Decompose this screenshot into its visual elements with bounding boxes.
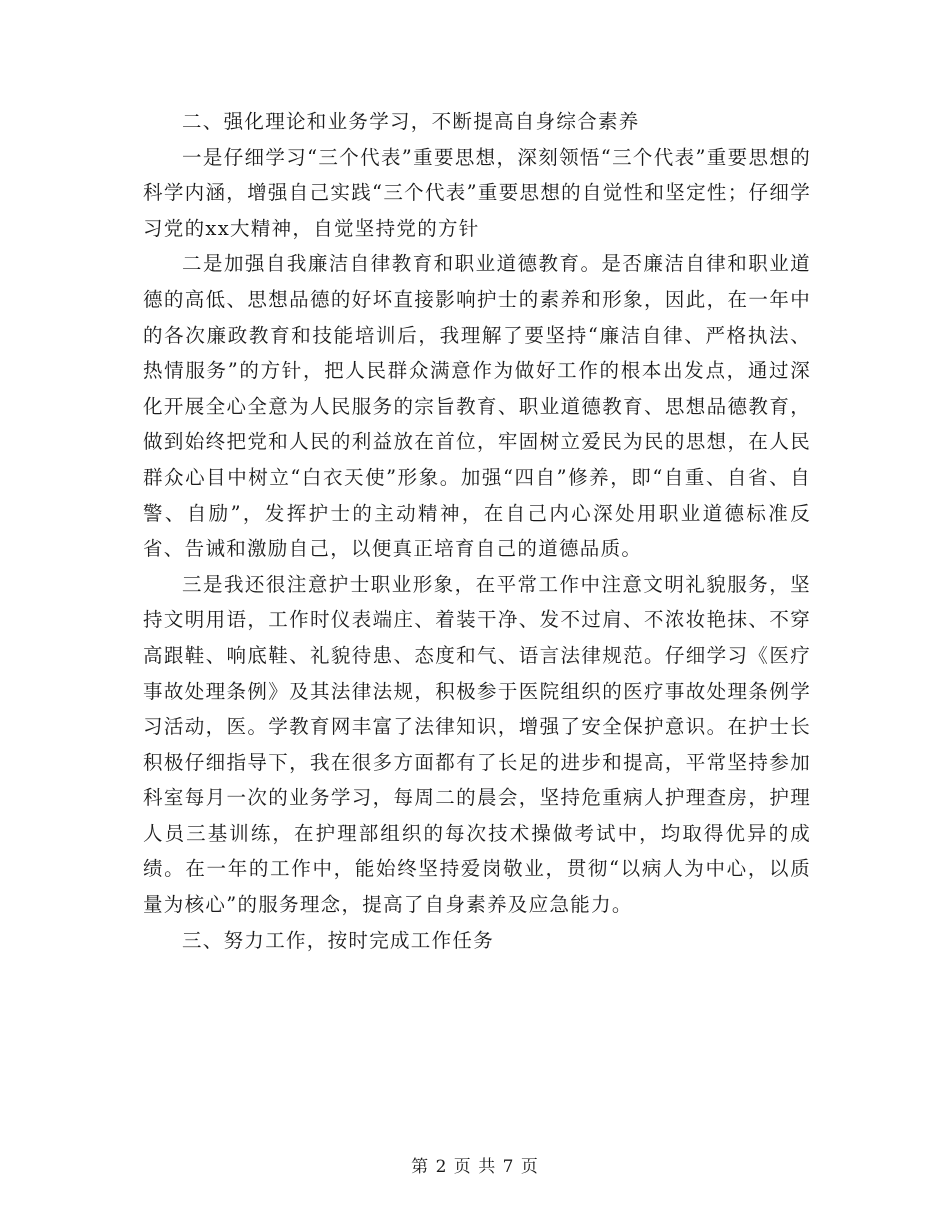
page-number-footer: 第 2 页 共 7 页 [411,1157,539,1177]
section-heading: 二、强化理论和业务学习，不断提高自身综合素养 [182,110,640,133]
paragraph: 二是加强自我廉洁自律教育和职业道德教育。是否廉洁自律和职业道德的高低、思想品德的好坏直接影响护士的素养和形象，因此，在一年中的各次廉政教育和技能培训后，我理解了要坚持“廉洁自律、严格执法、热情服务”的方针，把人民群众满意作为做好工作的根本出发点，通过深化开展全心全意为人民服务的宗旨教育、职业道德教育、思想品德教育，做到始终把党和人民的利益放在首位，牢固树立爱民为民的思想，在人民群众心目中树立“白衣天使”形象。加强“四自”修养，即“自重、自省、自警、自励”，发挥护士的主动精神，在自己内心深处用职业道德标准反省、告诫和激励自己，以便真正培育自己的道德品质。 [143,252,811,561]
document-body [143,104,811,958]
paragraph: 三是我还很注意护士职业形象，在平常工作中注意文明礼貌服务，坚持文明用语，工作时仪表端庄、着装干净、发不过肩、不浓妆艳抹、不穿高跟鞋、响底鞋、礼貌待患、态度和气、语言法律规范。仔细学习《医疗事故处理条例》及其法律法规，积极参于医院组织的医疗事故处理条例学习活动，医。学教育网丰富了法律知识，增强了安全保护意识。在护士长积极仔细指导下，我在很多方面都有了长足的进步和提高，平常坚持参加科室每月一次的业务学习，每周二的晨会，坚持危重病人护理查房，护理人员三基训练，在护理部组织的每次技术操做考试中，均取得优异的成绩。在一年的工作中，能始终坚持爱岗敬业，贯彻“以病人为中心，以质量为核心”的服务理念，提高了自身素养及应急能力。 [143,572,811,917]
section-heading: 三、努力工作，按时完成工作任务 [182,928,495,952]
paragraph: 一是仔细学习“三个代表”重要思想，深刻领悟“三个代表”重要思想的科学内涵，增强自己实践“三个代表”重要思想的自觉性和坚定性；仔细学习党的xx大精神，自觉坚持党的方针 [143,145,811,240]
